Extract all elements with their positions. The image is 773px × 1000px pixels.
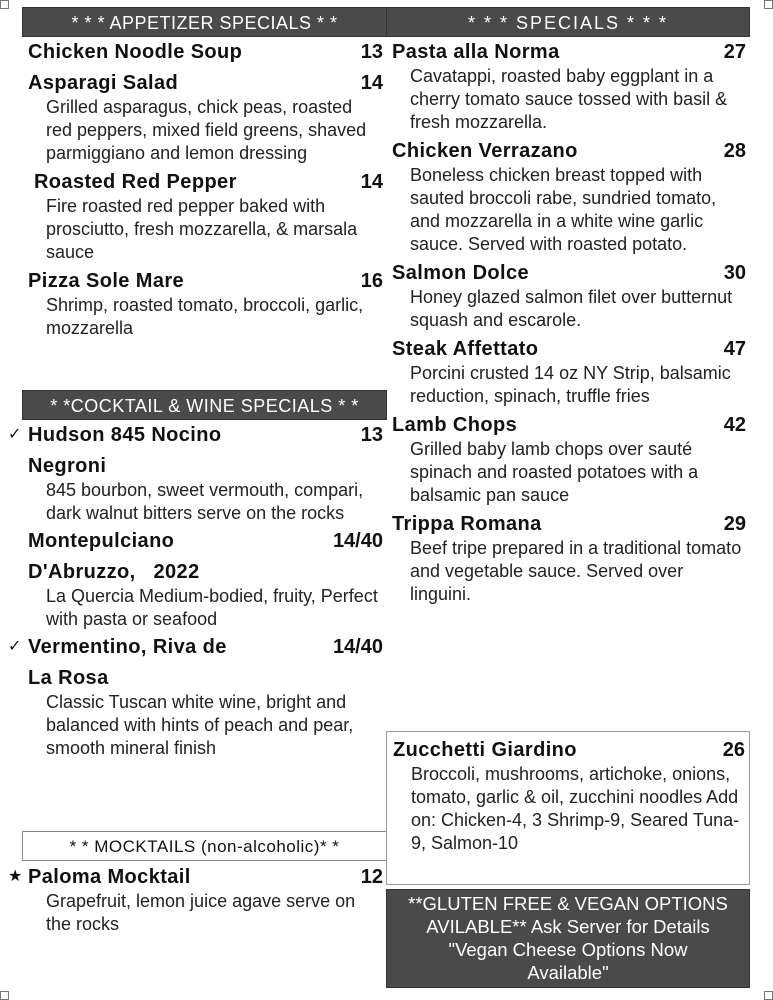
menu-item	[22, 528, 387, 631]
page-corner-bl	[0, 991, 9, 1000]
item-name: Salmon Dolce	[392, 262, 530, 284]
item-description: Shrimp, roasted tomato, broccoli, garlic, mozzarella	[46, 295, 364, 338]
item-price: 13	[360, 424, 383, 446]
item-name: Montepulciano	[28, 530, 175, 552]
note-line: "Vegan Cheese Options Now	[448, 939, 688, 960]
cocktail-wine-specials-header: * *COCKTAIL & WINE SPECIALS * *	[22, 390, 387, 420]
zucchetti-giardino-box	[386, 731, 750, 885]
item-price: 26	[722, 739, 745, 761]
item-price: 29	[723, 513, 746, 535]
menu-item	[22, 70, 387, 165]
item-description: Classic Tuscan white wine, bright and balanced with hints of peach and pear, smooth mineral finish	[46, 692, 354, 758]
page-corner-br	[764, 991, 773, 1000]
item-name-line2: La Rosa	[28, 667, 109, 689]
note-line: Available"	[527, 962, 609, 983]
check-icon: ✓	[8, 638, 22, 655]
menu-item	[387, 737, 749, 855]
item-description: Broccoli, mushrooms, artichoke, onions, tomato, garlic & oil, zucchini noodles Add on: Chicken-4, 3 Shrimp-9, Seared Tuna-9, Salmon-10	[411, 764, 740, 853]
mocktail-list	[8, 864, 387, 939]
item-name: Zucchetti Giardino	[393, 739, 577, 761]
item-name: Pizza Sole Mare	[28, 270, 185, 292]
item-description: Grilled asparagus, chick peas, roasted red peppers, mixed field greens, shaved parmiggiano and lemon dressing	[46, 97, 367, 163]
menu-item	[22, 268, 387, 340]
item-price: 12	[360, 866, 383, 888]
item-price: 14	[360, 72, 383, 94]
item-price: 14	[360, 171, 383, 193]
item-description: Grilled baby lamb chops over sauté spinach and roasted potatoes with a balsamic pan sauce	[410, 439, 699, 505]
item-name-line2: D'Abruzzo, 2022	[28, 561, 200, 583]
menu-item	[8, 634, 387, 760]
item-price: 14/40	[332, 530, 383, 552]
menu-item	[386, 336, 750, 408]
item-description: Boneless chicken breast topped with sauted broccoli rabe, sundried tomato, and mozzarella in a white wine garlic sauce. Served with roasted potato.	[410, 165, 717, 254]
item-description: 845 bourbon, sweet vermouth, compari, dark walnut bitters serve on the rocks	[46, 480, 364, 523]
menu-item	[8, 422, 387, 525]
star-icon: ★	[8, 868, 23, 885]
item-description: Honey glazed salmon filet over butternut squash and escarole.	[410, 287, 733, 330]
item-description: Beef tripe prepared in a traditional tomato and vegetable sauce. Served over linguini.	[410, 538, 742, 604]
item-name: Chicken Verrazano	[392, 140, 578, 162]
item-name: Hudson 845 Nocino	[28, 424, 222, 446]
specials-header: * * * SPECIALS * * *	[386, 7, 750, 37]
item-name: Trippa Romana	[392, 513, 542, 535]
menu-item	[386, 39, 750, 134]
page-corner-tr	[764, 0, 773, 9]
note-line: AVILABLE** Ask Server for Details	[426, 916, 710, 937]
item-description: Cavatappi, roasted baby eggplant in a cherry tomato sauce tossed with basil & fresh mozzarella.	[410, 66, 728, 132]
menu-item	[386, 260, 750, 332]
mocktails-header: * * MOCKTAILS (non-alcoholic)* *	[22, 831, 387, 861]
item-name-line2: Negroni	[28, 455, 107, 477]
item-name: Vermentino, Riva de	[28, 636, 227, 658]
item-price: 13	[360, 41, 383, 63]
menu-item	[386, 412, 750, 507]
item-price: 30	[723, 262, 746, 284]
item-price: 27	[723, 41, 746, 63]
item-description: La Quercia Medium-bodied, fruity, Perfect with pasta or seafood	[46, 586, 378, 629]
item-name: Chicken Noodle Soup	[28, 41, 243, 63]
item-price: 42	[723, 414, 746, 436]
item-name: Paloma Mocktail	[28, 866, 191, 888]
item-name: Roasted Red Pepper	[28, 171, 237, 193]
item-price: 47	[723, 338, 746, 360]
item-name: Pasta alla Norma	[392, 41, 560, 63]
item-price: 16	[360, 270, 383, 292]
item-price: 28	[723, 140, 746, 162]
gluten-free-vegan-note	[386, 889, 750, 988]
menu-item	[22, 39, 387, 65]
menu-item	[22, 169, 387, 264]
menu-item	[8, 864, 387, 936]
item-name: Lamb Chops	[392, 414, 518, 436]
menu-item	[386, 138, 750, 256]
item-name: Asparagi Salad	[28, 72, 179, 94]
cocktail-list	[8, 422, 387, 763]
item-description: Grapefruit, lemon juice agave serve on the rocks	[46, 891, 356, 934]
item-description: Porcini crusted 14 oz NY Strip, balsamic reduction, spinach, truffle fries	[410, 363, 731, 406]
appetizer-specials-header: * * * APPETIZER SPECIALS * *	[22, 7, 387, 37]
item-description: Fire roasted red pepper baked with prosciutto, fresh mozzarella, & marsala sauce	[46, 196, 358, 262]
item-name: Steak Affettato	[392, 338, 539, 360]
appetizer-list	[22, 39, 387, 343]
page-corner-tl	[0, 0, 9, 9]
note-line: **GLUTEN FREE & VEGAN OPTIONS	[408, 893, 728, 914]
check-icon: ✓	[8, 426, 22, 443]
specials-list	[386, 39, 750, 609]
item-price: 14/40	[332, 636, 383, 658]
menu-item	[386, 511, 750, 606]
